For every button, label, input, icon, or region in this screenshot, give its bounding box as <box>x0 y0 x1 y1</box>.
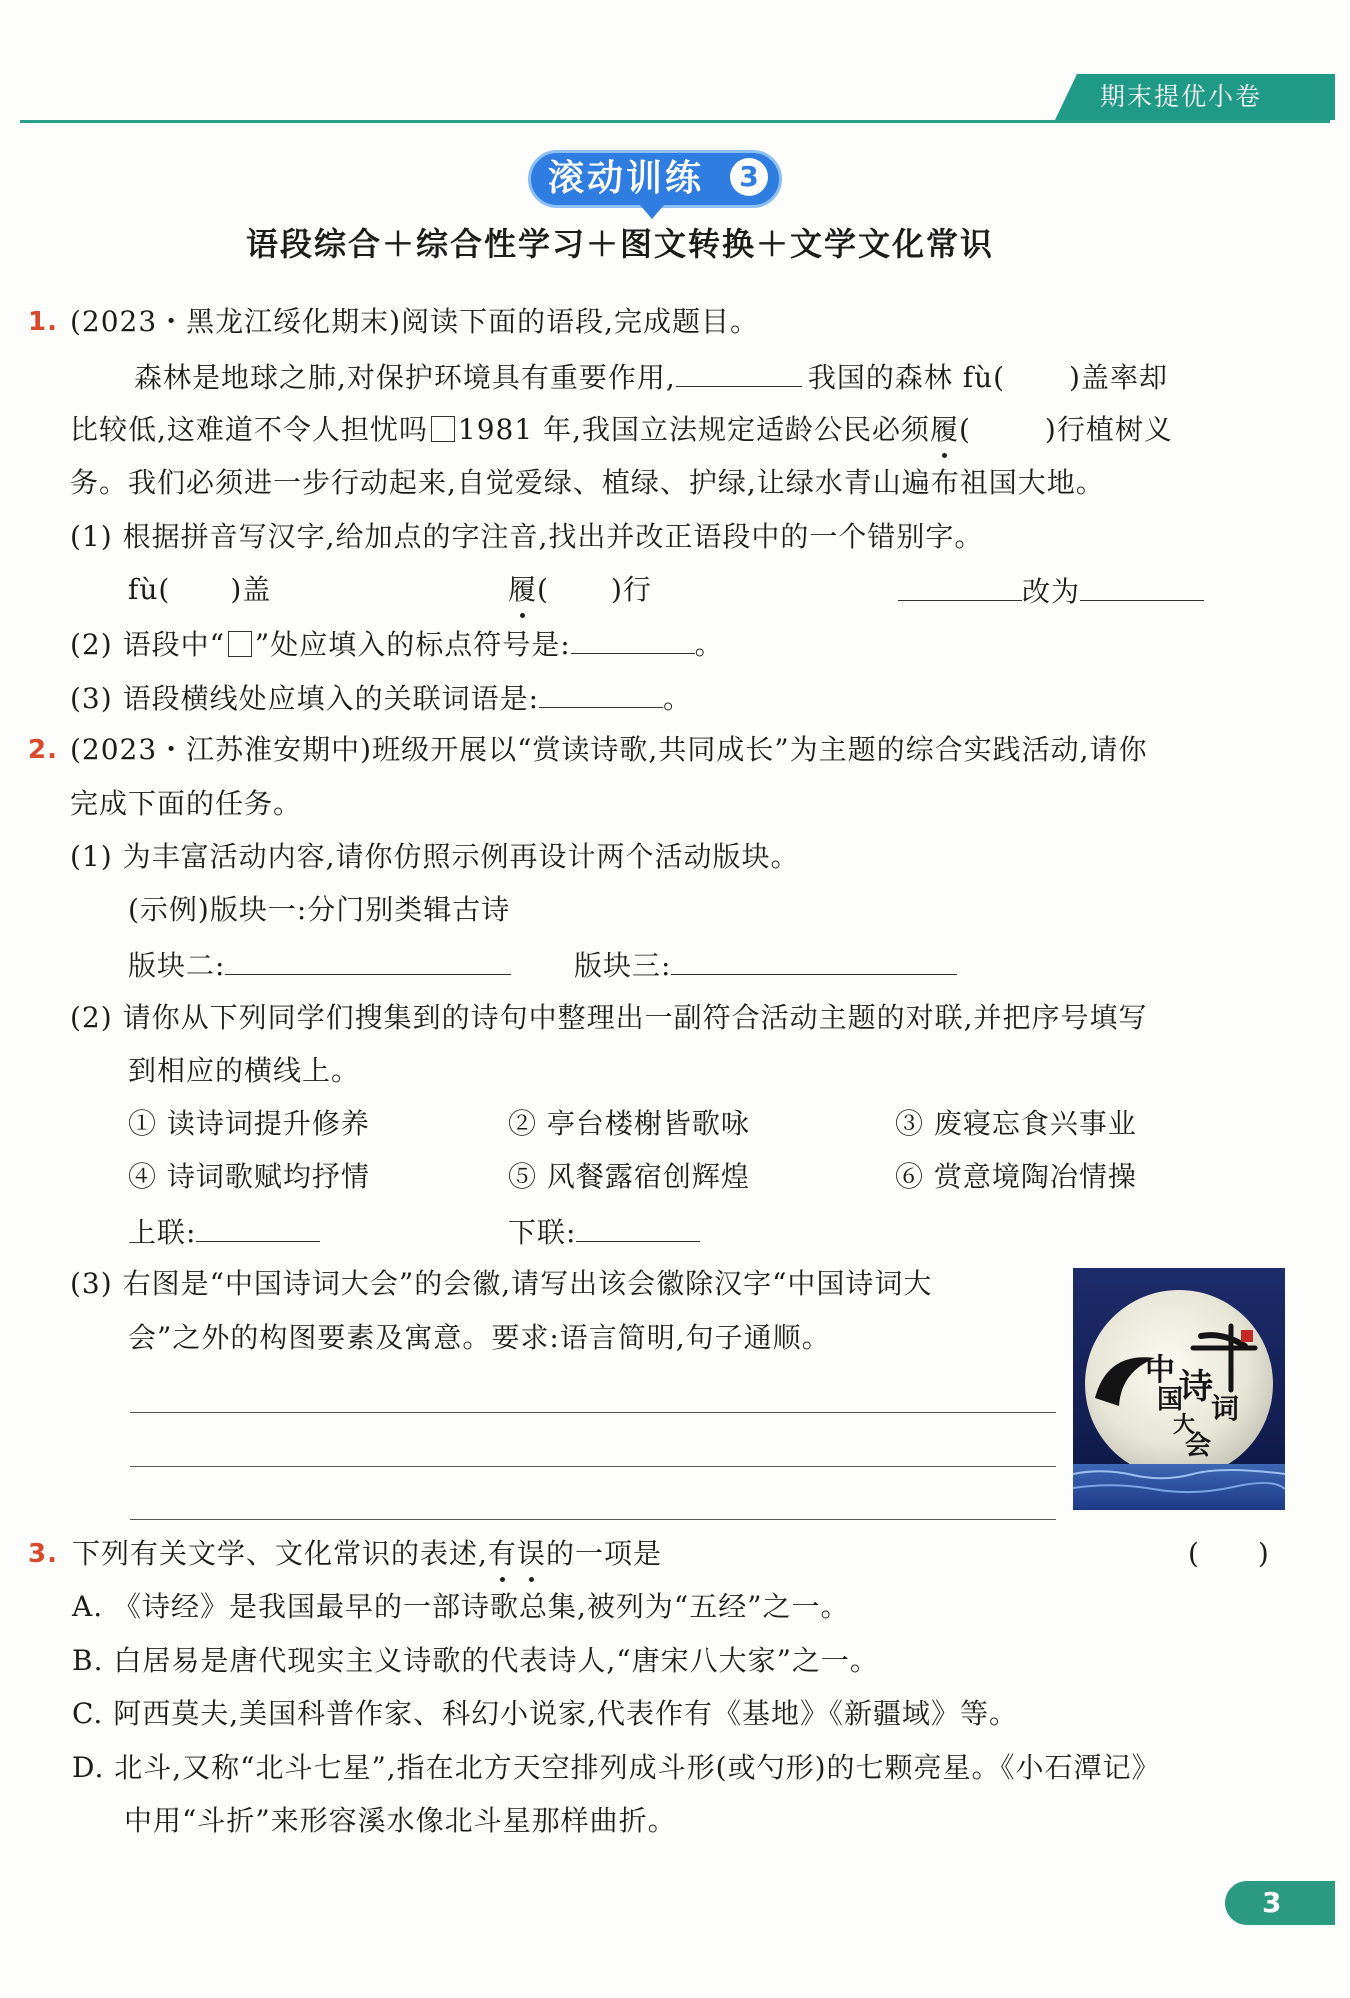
q3-number: 3. <box>28 1539 58 1569</box>
header-rule <box>20 120 1330 123</box>
q2-sub2-line1: (2) 请你从下列同学们搜集到的诗句中整理出一副符合活动主题的对联,并把序号填写 <box>70 1001 1148 1034</box>
banner-title: 滚动训练 <box>548 157 705 199</box>
q1-correct-char-blank[interactable] <box>1080 570 1204 601</box>
q1-sub3: (3) 语段横线处应填入的关联词语是: 。 <box>70 677 692 719</box>
q2-answer-line[interactable] <box>130 1412 1056 1413</box>
q2-block3-blank[interactable] <box>671 944 957 975</box>
q1-number: 1. <box>28 307 58 337</box>
q1-sub3-blank[interactable] <box>539 677 663 708</box>
q2-sub2-line2: 到相应的横线上。 <box>128 1054 361 1087</box>
q2-stem-line1: (2023・江苏淮安期中)班级开展以“赏读诗歌,共同成长”为主题的综合实践活动,请你 <box>70 733 1148 766</box>
q2-option: ① 读诗词提升修养 <box>128 1107 370 1140</box>
q2-block2-blank[interactable] <box>225 944 511 975</box>
q3-option-d[interactable]: D. 北斗,又称“北斗七星”,指在北方天空排列成斗形(或勺形)的七颗亮星。《小石潭记》 <box>72 1751 1161 1784</box>
page-number: 3 <box>1262 1886 1282 1919</box>
q2-option: ② 亭台楼榭皆歌咏 <box>508 1107 750 1140</box>
q1-wrong-char-blank[interactable] <box>898 570 1022 601</box>
banner-number: 3 <box>730 158 768 196</box>
banner-pointer <box>640 205 664 219</box>
q1-punctuation-box[interactable] <box>431 416 455 442</box>
q1-sub2-blank[interactable] <box>571 623 695 654</box>
q3-option-b[interactable]: B. 白居易是唐代现实主义诗歌的代表诗人,“唐宋八大家”之一。 <box>72 1644 879 1677</box>
q2-answer-line[interactable] <box>130 1519 1056 1520</box>
q3-option-d-continued: 中用“斗折”来形容溪水像北斗星那样曲折。 <box>124 1804 677 1837</box>
q1-conjunction-blank[interactable] <box>676 356 802 387</box>
q3-option-a[interactable]: A. 《诗经》是我国最早的一部诗歌总集,被列为“五经”之一。 <box>72 1590 850 1623</box>
q1-sub1-correction: 改为 <box>898 570 1204 612</box>
q1-passage-line2: 比较低,这难道不令人担忧吗 1981 年,我国立法规定适龄公民必须履( )行植树义 <box>70 410 1173 450</box>
q3-option-c[interactable]: C. 阿西莫夫,美国科普作家、科幻小说家,代表作有《基地》《新疆域》等。 <box>72 1697 1019 1730</box>
q1-passage-line3: 务。我们必须进一步行动起来,自觉爱绿、植绿、护绿,让绿水青山遍布祖国大地。 <box>70 466 1105 499</box>
q3-stem: 下列有关文学、文化常识的表述,有误的一项是 <box>72 1534 662 1574</box>
logo-char: 词 <box>1211 1392 1240 1425</box>
q2-upper-blank[interactable] <box>196 1211 320 1242</box>
logo-char: 大 <box>1173 1412 1196 1438</box>
q2-block3: 版块三: <box>574 944 957 986</box>
q2-answer-line[interactable] <box>130 1466 1056 1467</box>
header-tag: 期末提优小卷 <box>1100 82 1263 111</box>
q2-lower-couplet: 下联: <box>508 1211 700 1253</box>
logo-char: 国 <box>1157 1385 1184 1415</box>
q2-upper-couplet: 上联: <box>128 1211 320 1253</box>
q2-sub3-line2: 会”之外的构图要素及寓意。要求:语言简明,句子通顺。 <box>128 1321 831 1354</box>
logo-char: 诗 <box>1179 1367 1213 1407</box>
q2-block2: 版块二: <box>128 944 511 986</box>
q2-example: (示例)版块一:分门别类辑古诗 <box>128 893 511 926</box>
q2-option: ④ 诗词歌赋均抒情 <box>128 1160 370 1193</box>
q2-sub3-line1: (3) 右图是“中国诗词大会”的会徽,请写出该会徽除汉字“中国诗词大 <box>70 1267 933 1300</box>
q2-lower-blank[interactable] <box>576 1211 700 1242</box>
q2-option: ③ 废寝忘食兴事业 <box>895 1107 1137 1140</box>
poetry-conference-logo <box>1073 1268 1285 1510</box>
q2-option: ⑤ 风餐露宿创辉煌 <box>508 1160 750 1193</box>
logo-char: 中 <box>1145 1353 1175 1388</box>
q2-option: ⑥ 赏意境陶冶情操 <box>895 1160 1137 1193</box>
q2-number: 2. <box>28 735 58 765</box>
logo-char: 会 <box>1185 1431 1212 1461</box>
q1-sub1: (1) 根据拼音写汉字,给加点的字注音,找出并改正语段中的一个错别字。 <box>70 520 984 553</box>
q3-answer-paren[interactable]: ( ) <box>1188 1537 1270 1570</box>
q1-passage-line1: 森林是地球之肺,对保护环境具有重要作用, 我国的森林 fù( )盖率却 <box>134 356 1168 398</box>
subtitle: 语段综合＋综合性学习＋图文转换＋文学文化常识 <box>246 225 995 263</box>
logo-seal <box>1241 1330 1253 1342</box>
q1-sub1-answers: fù( )盖 <box>128 573 272 606</box>
q1-stem: (2023・黑龙江绥化期末)阅读下面的语段,完成题目。 <box>70 305 760 338</box>
q1-sub2: (2) 语段中“ ”处应填入的标点符号是: 。 <box>70 623 724 665</box>
q2-sub1: (1) 为丰富活动内容,请你仿照示例再设计两个活动版块。 <box>70 840 800 873</box>
q1-sub1-pronounce: 履( )行 <box>508 570 652 610</box>
q2-stem-line2: 完成下面的任务。 <box>70 787 303 820</box>
